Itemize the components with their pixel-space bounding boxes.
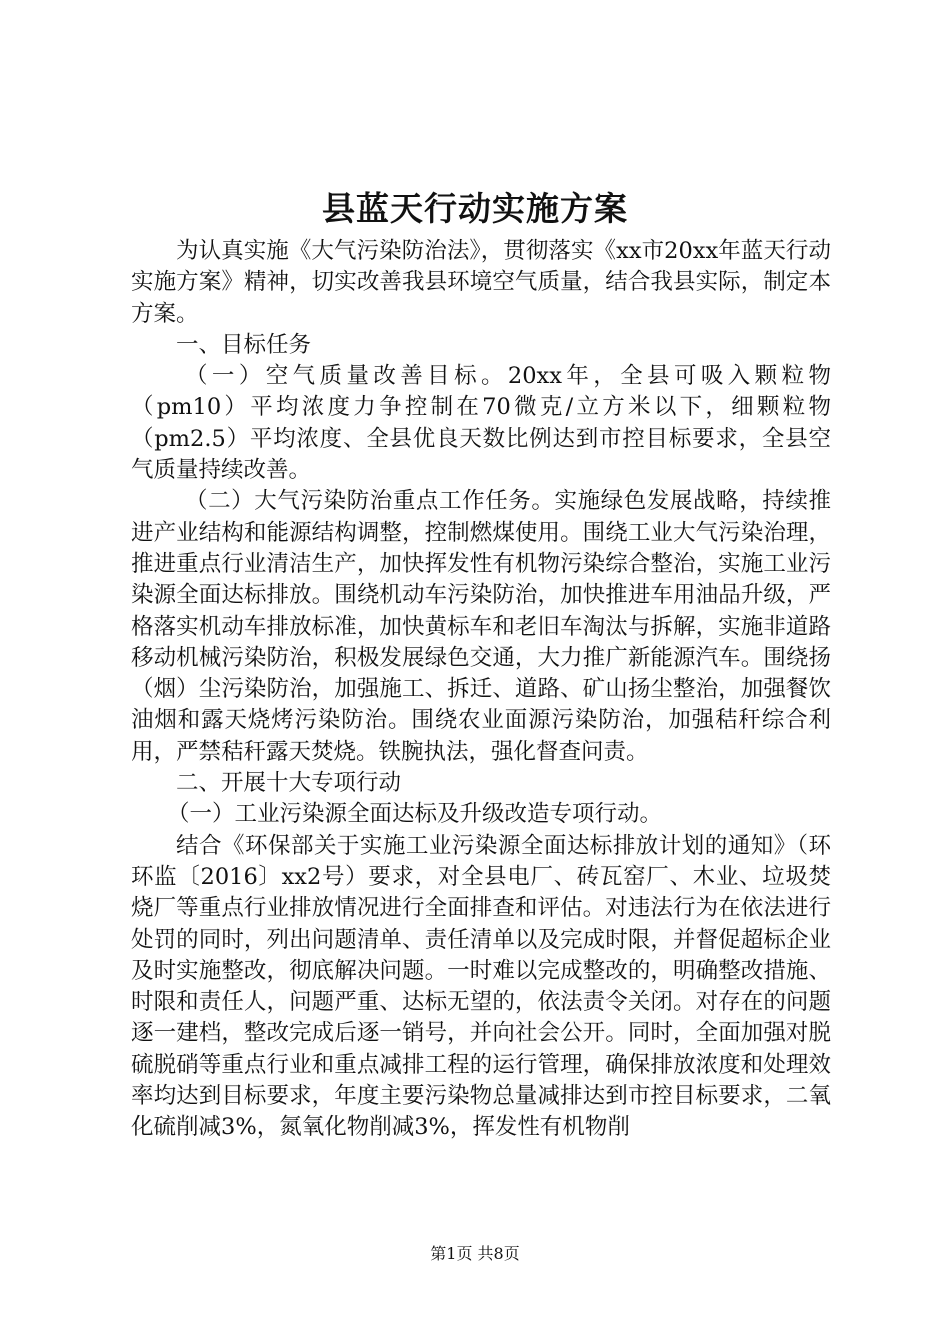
paragraph-goal-1: （一）空气质量改善目标。20xx年，全县可吸入颗粒物（pm10）平均浓度力争控制在70微克/立方米以下，细颗粒物（pm2.5）平均浓度、全县优良天数比例达到市控目标要求，全县空气质量持续改善。 xyxy=(131,363,831,484)
section-heading-1: 一、目标任务 xyxy=(176,331,312,358)
subsection-heading-1: （一）工业污染源全面达标及升级改造专项行动。 xyxy=(167,801,663,828)
paragraph-action-1: 结合《环保部关于实施工业污染源全面达标排放计划的通知》（环环监〔2016〕xx2号）要求，对全县电厂、砖瓦窑厂、木业、垃圾焚烧厂等重点行业排放情况进行全面排查和评估。对违法行为在依法进行处罚的同时，列出问题清单、责任清单以及完成时限，并督促超标企业及时实施整改，彻底解决问题。一时难以完成整改的，明确整改措施、时限和责任人，问题严重、达标无望的，依法责令关闭。对存在的问题逐一建档，整改完成后逐一销号，并向社会公开。同时，全面加强对脱硫脱硝等重点行业和重点减排工程的运行管理，确保排放浓度和处理效率均达到目标要求，年度主要污染物总量减排达到市控目标要求，二氧化硫削减3%，氮氧化物削减3%，挥发性有机物削 xyxy=(131,832,831,1141)
document-body xyxy=(131,236,831,1144)
section-heading-2: 二、开展十大专项行动 xyxy=(176,770,402,797)
paragraph-intro: 为认真实施《大气污染防治法》，贯彻落实《xx市20xx年蓝天行动实施方案》精神，切实改善我县环境空气质量，结合我县实际，制定本方案。 xyxy=(131,238,831,327)
document-title: 县蓝天行动实施方案 xyxy=(322,189,628,228)
page-number: 第1页 共8页 xyxy=(430,1244,520,1263)
paragraph-goal-2: （二）大气污染防治重点工作任务。实施绿色发展战略，持续推进产业结构和能源结构调整，控制燃煤使用。围绕工业大气污染治理，推进重点行业清洁生产，加快挥发性有机物污染综合整治，实施工业污染源全面达标排放。围绕机动车污染防治，加快推进车用油品升级，严格落实机动车排放标准，加快黄标车和老旧车淘汰与拆解，实施非道路移动机械污染防治，积极发展绿色交通，大力推广新能源汽车。围绕扬（烟）尘污染防治，加强施工、拆迁、道路、矿山扬尘整治，加强餐饮油烟和露天烧烤污染防治。围绕农业面源污染防治，加强秸秆综合利用，严禁秸秆露天焚烧。铁腕执法，强化督查问责。 xyxy=(131,488,831,765)
